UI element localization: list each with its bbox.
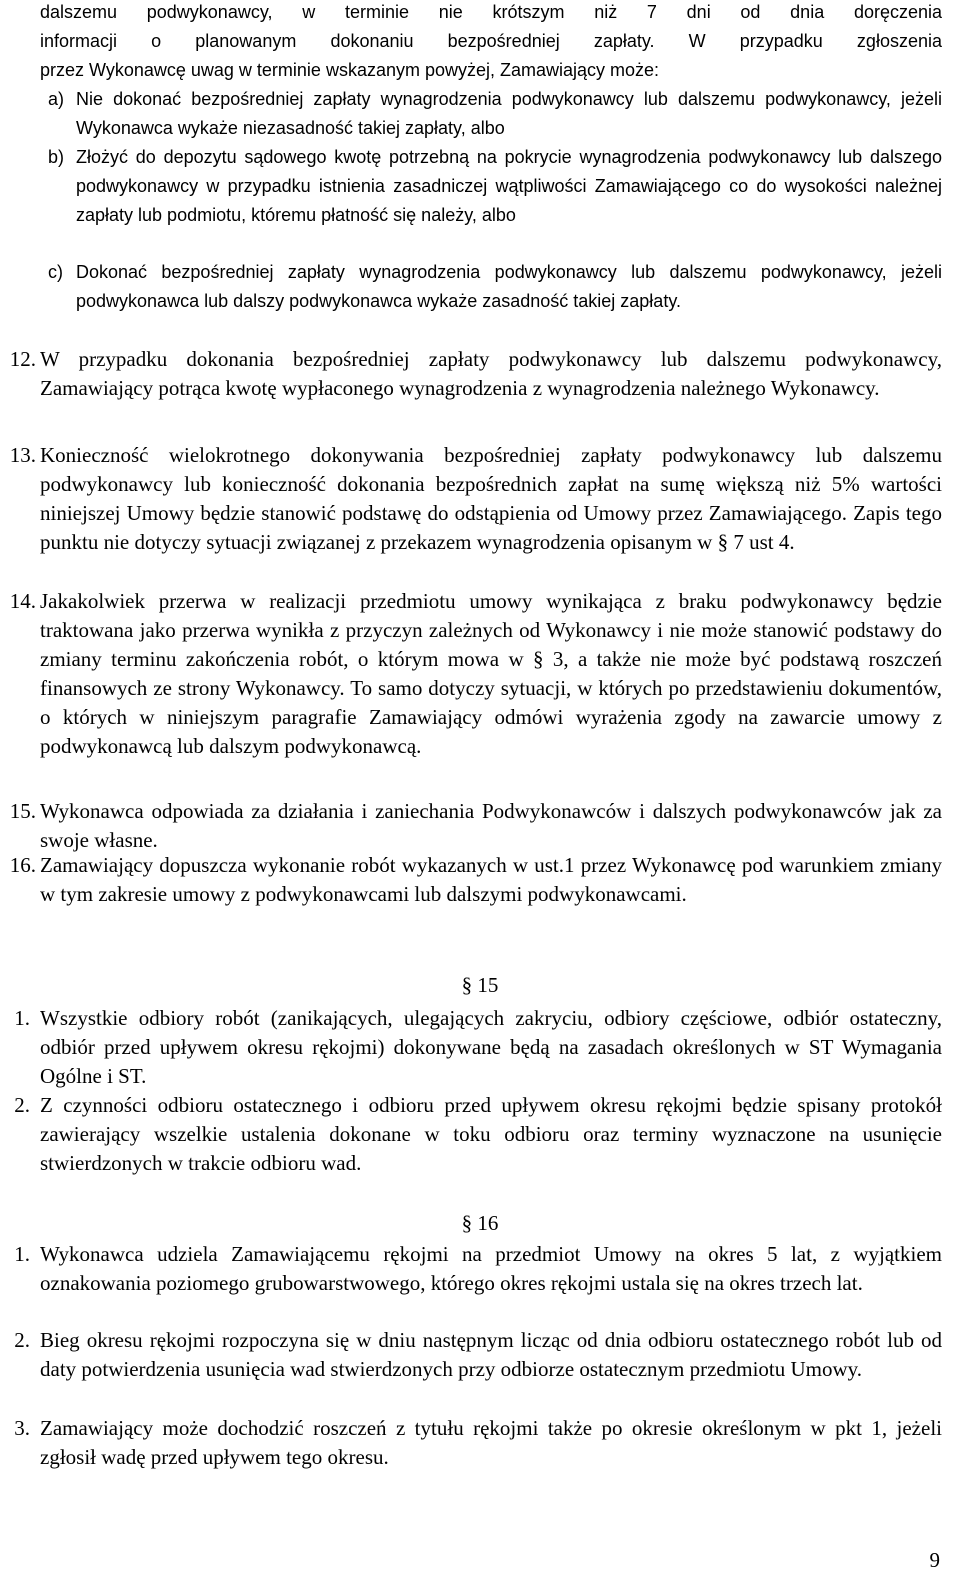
list-item-number: 1. bbox=[14, 1242, 30, 1266]
list-item-number: 2. bbox=[14, 1093, 30, 1117]
list-item-text: Wszystkie odbiory robót (zanikających, ulegających zakryciu, odbiory częściowe, odbiór ostateczny, odbiór przed upływem okresu rękojmi) dokonywane będą na zasadach określonych w ST Wymagania Ogólne i ST. bbox=[40, 1006, 942, 1088]
list-item-16 bbox=[0, 851, 942, 909]
sub-item-label: b) bbox=[48, 147, 65, 167]
list-item-number: 2. bbox=[14, 1328, 30, 1352]
list-item-text: W przypadku dokonania bezpośredniej zapłaty podwykonawcy lub dalszemu podwykonawcy, Zamawiający potrąca kwotę wypłaconego wynagrodzenia z wynagrodzenia należnego Wykonawcy. bbox=[40, 347, 942, 400]
section16-item-1 bbox=[0, 1240, 942, 1298]
intro-line: przez Wykonawcę uwag w terminie wskazanym powyżej, Zamawiający może: bbox=[40, 60, 660, 80]
list-item-text: Wykonawca udziela Zamawiającemu rękojmi na przedmiot Umowy na okres 5 lat, z wyjątkiem oznakowania poziomego grubowarstwowego, którego okres rękojmi ustala się na okres trzech lat. bbox=[40, 1242, 942, 1295]
list-item-text: Bieg okresu rękojmi rozpoczyna się w dniu następnym licząc od dnia odbioru ostatecznego robót lub od daty potwierdzenia usunięcia wad stwierdzonych przy odbiorze ostatecznym przedmiotu Umowy. bbox=[40, 1328, 942, 1381]
list-item-number: 1. bbox=[14, 1006, 30, 1030]
sub-item-label: a) bbox=[48, 89, 65, 109]
section16-item-3 bbox=[0, 1414, 942, 1472]
section-heading-15: § 15 bbox=[461, 973, 499, 997]
page-number: 9 bbox=[929, 1548, 940, 1572]
list-item-number: 14. bbox=[9, 589, 36, 613]
sub-item-text: Dokonać bezpośredniej zapłaty wynagrodzenia podwykonawcy lub dalszemu podwykonawcy, jeżeli podwykonawca lub dalszy podwykonawca wykaże zasadność takiej zapłaty. bbox=[76, 262, 942, 311]
list-item-text: Zamawiający może dochodzić roszczeń z tytułu rękojmi także po okresie określonym w pkt 1, jeżeli zgłosił wadę przed upływem tego okresu. bbox=[40, 1416, 942, 1469]
list-item-number: 13. bbox=[9, 443, 36, 467]
list-item-text: Z czynności odbioru ostatecznego i odbioru przed upływem okresu rękojmi będzie spisany protokół zawierający wszelkie ustalenia dokonane w toku odbioru oraz terminy wyznaczone na usunięcie stwierdzonych w trakcie odbioru wad. bbox=[40, 1093, 942, 1175]
intro-line: dalszemu podwykonawcy, w terminie nie krótszym niż 7 dni od dnia doręczenia bbox=[40, 2, 942, 22]
list-item-number: 12. bbox=[9, 347, 36, 371]
section15-item-1 bbox=[0, 1004, 942, 1091]
sub-item-c bbox=[48, 258, 942, 316]
section16-item-2 bbox=[0, 1326, 942, 1384]
intro-paragraph bbox=[40, 0, 942, 85]
list-item-number: 16. bbox=[9, 853, 36, 877]
sub-item-text: Złożyć do depozytu sądowego kwotę potrzebną na pokrycie wynagrodzenia podwykonawcy lub dalszego podwykonawcy w przypadku istnienia zasadniczej wątpliwości Zamawiającego co do wysokości należnej zapłaty lub podmiotu, któremu płatność się należy, albo bbox=[76, 147, 942, 225]
list-item-text: Zamawiający dopuszcza wykonanie robót wykazanych w ust.1 przez Wykonawcę pod warunkiem zmiany w tym zakresie umowy z podwykonawcami lub dalszymi podwykonawcami. bbox=[40, 853, 942, 906]
list-item-text: Konieczność wielokrotnego dokonywania bezpośredniej zapłaty podwykonawcy lub dalszemu podwykonawcy lub konieczność dokonania bezpośrednich zapłat na sumę większą niż 5% wartości niniejszej Umowy będzie stanowić podstawę do odstąpienia od Umowy przez Zamawiającego. Zapis tego punktu nie dotyczy sytuacji związanej z przekazem wynagrodzenia opisanym w § 7 ust 4. bbox=[40, 443, 942, 554]
list-item-number: 15. bbox=[9, 799, 36, 823]
sub-item-text: Nie dokonać bezpośredniej zapłaty wynagrodzenia podwykonawcy lub dalszemu podwykonawcy, jeżeli Wykonawca wykaże niezasadność takiej zapłaty, albo bbox=[76, 89, 942, 138]
sub-item-a bbox=[48, 85, 942, 143]
sub-item-b bbox=[48, 143, 942, 230]
section15-item-2 bbox=[0, 1091, 942, 1178]
list-item-15 bbox=[0, 797, 942, 855]
list-item-14 bbox=[0, 587, 942, 761]
list-item-13 bbox=[0, 441, 942, 557]
sub-item-label: c) bbox=[48, 262, 63, 282]
intro-line: informacji o planowanym dokonaniu bezpośredniej zapłaty. W przypadku zgłoszenia bbox=[40, 31, 942, 51]
list-item-number: 3. bbox=[14, 1416, 30, 1440]
section-heading-16: § 16 bbox=[461, 1211, 499, 1235]
list-item-text: Jakakolwiek przerwa w realizacji przedmiotu umowy wynikająca z braku podwykonawcy będzie traktowana jako przerwa wynikła z przyczyn zależnych od Wykonawcy i nie może stanowić podstawy do zmiany terminu zakończenia robót, o którym mowa w § 3, a także nie może być podstawą roszczeń finansowych ze strony Wykonawcy. To samo dotyczy sytuacji, w których po przedstawieniu dokumentów, o których w niniejszym paragrafie Zamawiający odmówi wyrażenia zgody na zawarcie umowy z podwykonawcą lub dalszym podwykonawcą. bbox=[40, 589, 942, 758]
list-item-text: Wykonawca odpowiada za działania i zaniechania Podwykonawców i dalszych podwykonawców jak za swoje własne. bbox=[40, 799, 942, 852]
list-item-12 bbox=[0, 345, 942, 403]
